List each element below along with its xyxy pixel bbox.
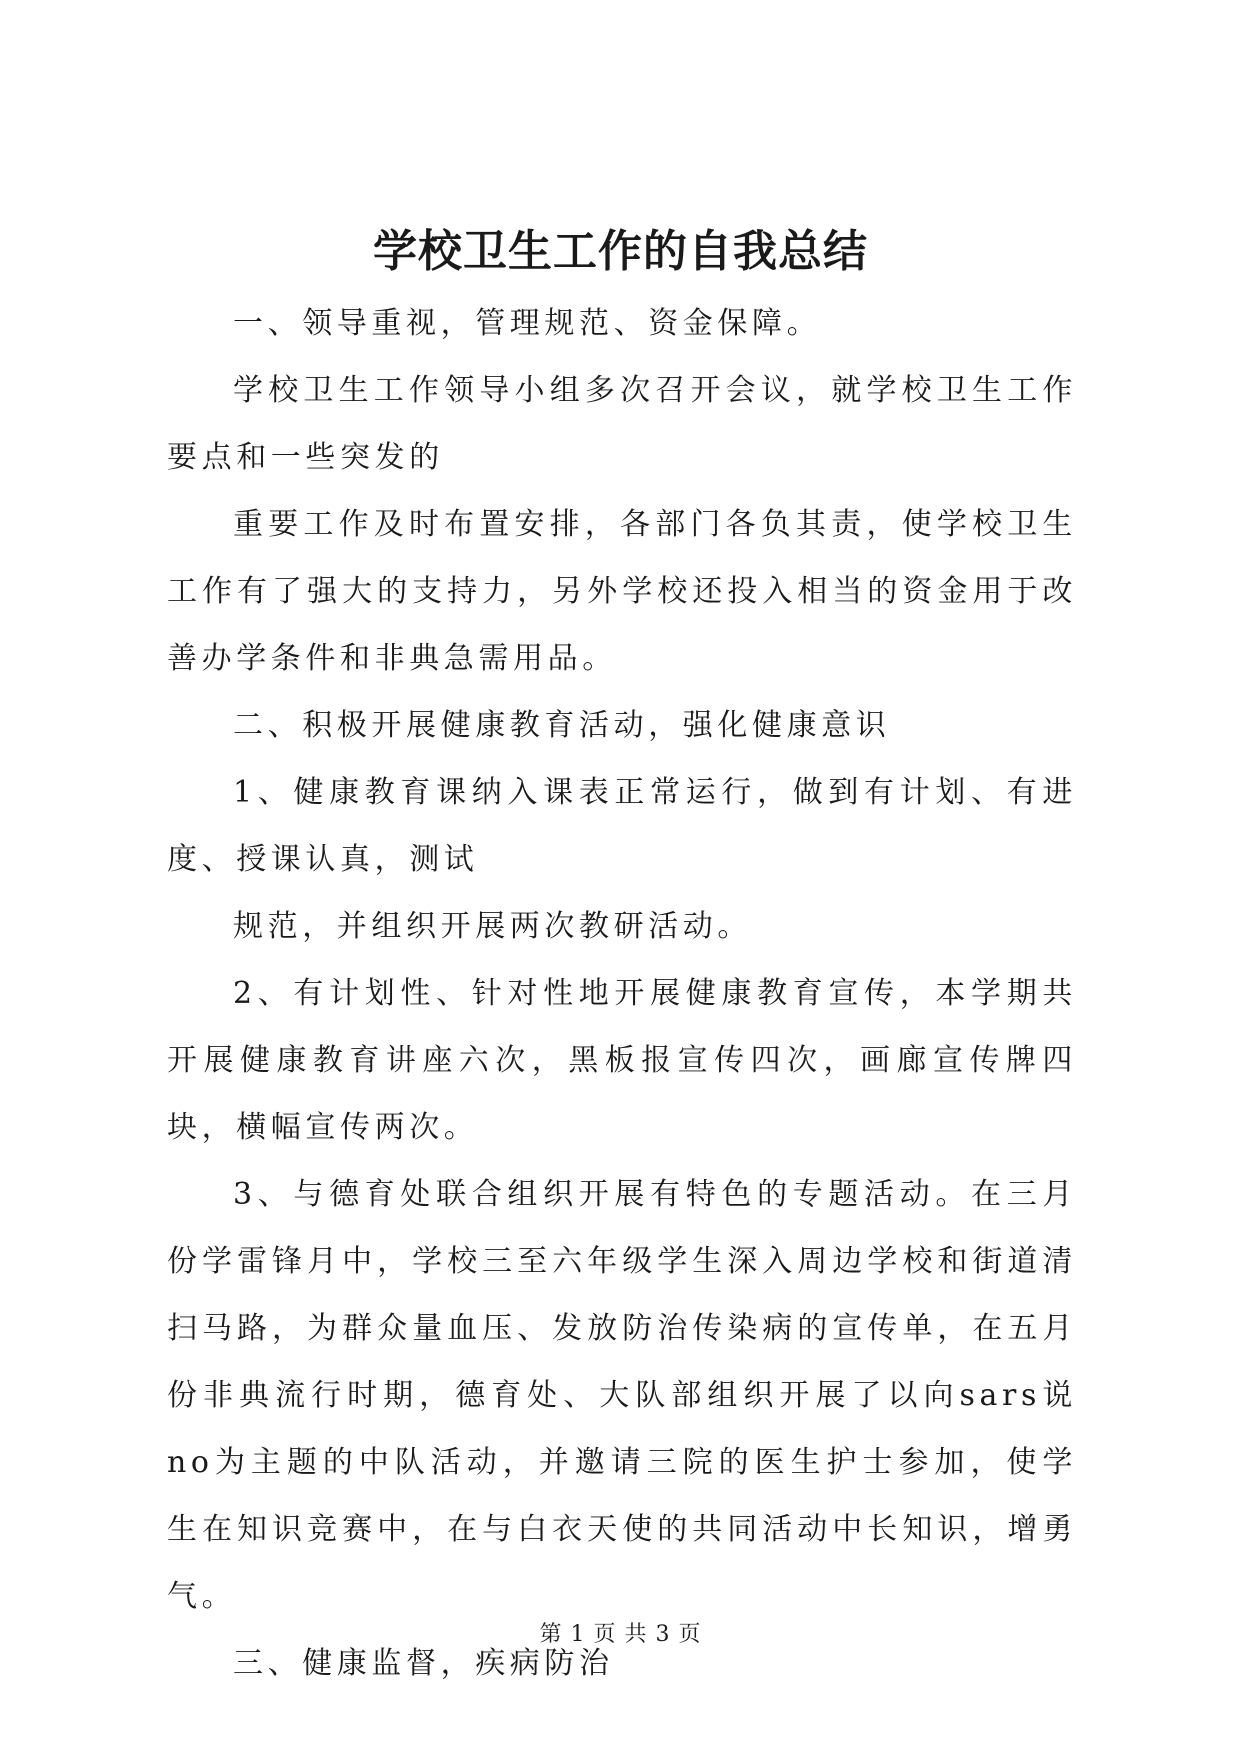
paragraph: 学校卫生工作领导小组多次召开会议，就学校卫生工作要点和一些突发的 [167, 373, 1077, 475]
paragraph: 2、有计划性、针对性地开展健康教育宣传，本学期共开展健康教育讲座六次，黑板报宣传四次，画廊宣传牌四块，横幅宣传两次。 [167, 976, 1077, 1145]
paragraph-section-1-heading: 一、领导重视，管理规范、资金保障。 [233, 306, 822, 341]
document-title: 学校卫生工作的自我总结 [373, 226, 868, 277]
document-body [167, 290, 1077, 1697]
paragraph: 规范，并组织开展两次教研活动。 [233, 909, 752, 944]
paragraph: 3、与德育处联合组织开展有特色的专题活动。在三月份学雷锋月中，学校三至六年级学生深入周边学校和街道清扫马路，为群众量血压、发放防治传染病的宣传单，在五月份非典流行时期，德育处、大队部组织开展了以向sars说no为主题的中队活动，并邀请三院的医生护士参加，使学生在知识竞赛中，在与白衣天使的共同活动中长知识，增勇气。 [167, 1177, 1077, 1614]
paragraph-section-2-heading: 二、积极开展健康教育活动，强化健康意识 [233, 708, 891, 743]
page-number-footer: 第 1 页 共 3 页 [539, 1622, 702, 1647]
paragraph: 1、健康教育课纳入课表正常运行，做到有计划、有进度、授课认真，测试 [167, 775, 1077, 877]
paragraph: 重要工作及时布置安排，各部门各负其责，使学校卫生工作有了强大的支持力，另外学校还投入相当的资金用于改善办学条件和非典急需用品。 [167, 507, 1077, 676]
paragraph-section-3-heading: 三、健康监督，疾病防治 [233, 1646, 614, 1681]
